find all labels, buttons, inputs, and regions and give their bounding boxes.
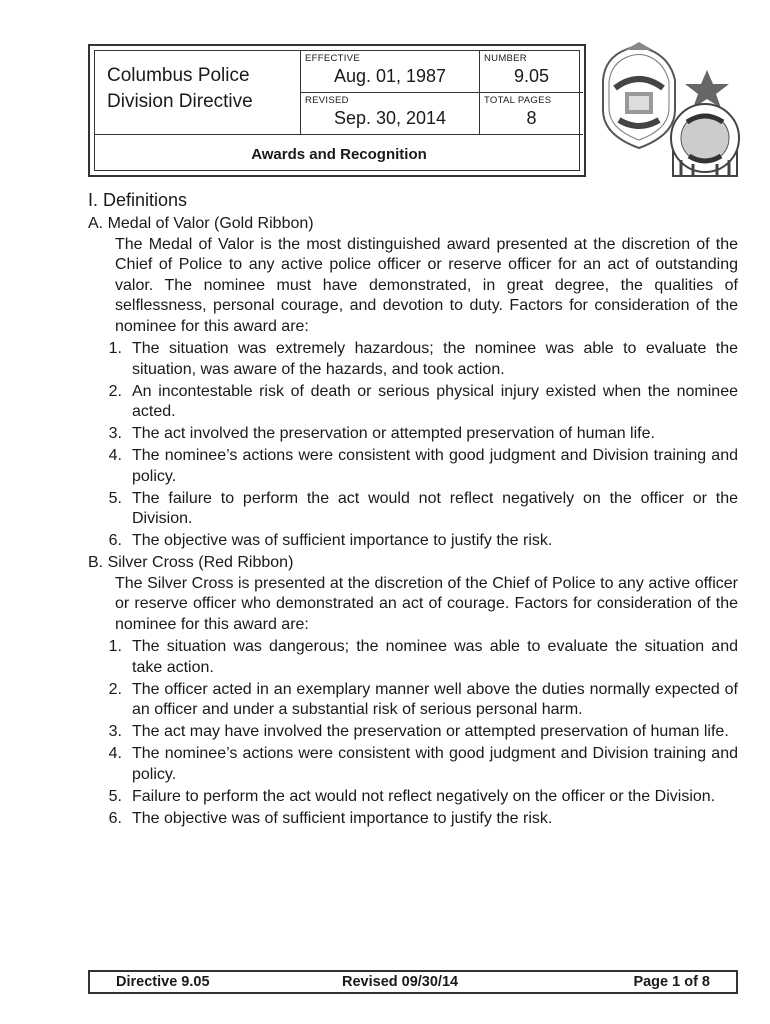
revised-cell — [301, 93, 480, 135]
subsection-b-intro: The Silver Cross is presented at the discretion of the Chief of Police to any active officer or reserve officer who demonstrated an act of courage. Factors for consideration of the nominee for this award are: — [115, 574, 738, 633]
list-item-number: 1. — [108, 340, 122, 357]
list-item — [88, 446, 738, 487]
police-badges-icon — [595, 40, 745, 180]
directive-header-inner — [94, 50, 580, 171]
directive-header — [88, 44, 586, 177]
list-item — [88, 489, 738, 530]
org-title-cell — [95, 51, 301, 135]
list-item-text: The failure to perform the act would not reflect negatively on the officer or the Division. — [132, 489, 738, 527]
list-item-number: 3. — [108, 723, 122, 740]
effective-value: Aug. 01, 1987 — [333, 66, 447, 86]
badge-star-icon — [671, 70, 739, 176]
list-item — [88, 787, 738, 808]
list-item — [88, 722, 738, 743]
effective-cell — [301, 51, 480, 93]
subsection-b-heading: B. Silver Cross (Red Ribbon) — [88, 554, 294, 571]
list-item-text: The act may have involved the preservation or attempted preservation of human life. — [132, 723, 729, 740]
revised-label: REVISED — [305, 95, 349, 106]
list-item — [88, 424, 738, 445]
list-item-text: The act involved the preservation or attempted preservation of human life. — [132, 425, 655, 442]
police-badges-svg — [595, 40, 745, 180]
org-line-2: Division Directive — [107, 91, 253, 112]
subsection-a-intro: The Medal of Valor is the most distinguished award presented at the discretion of the Chief of Police to any active police officer or reserve officer for an act of outstanding valor. The nominee must have demonstrated, in great degree, the qualities of selflessness, personal courage, and devotion to duty. Factors for consideration of the nominee for this award are: — [115, 235, 738, 335]
list-item-number: 1. — [108, 638, 122, 655]
list-item-number: 5. — [108, 787, 122, 805]
org-line-1: Columbus Police — [107, 65, 250, 86]
list-item-number: 4. — [108, 447, 122, 464]
list-item-number: 3. — [108, 425, 122, 442]
list-item-number: 6. — [108, 809, 122, 827]
footer-page-number: Page 1 of 8 — [633, 974, 710, 990]
section-heading: I. Definitions — [88, 190, 188, 210]
total-pages-cell — [480, 93, 583, 135]
number-cell — [480, 51, 583, 93]
list-item-text: The situation was dangerous; the nominee was able to evaluate the situation and take action. — [132, 638, 738, 676]
subject-title: Awards and Recognition — [251, 146, 427, 163]
subsection-b-list — [88, 637, 738, 829]
list-item-number: 5. — [108, 489, 122, 507]
total-pages-value: 8 — [526, 108, 537, 128]
list-item-number: 4. — [108, 745, 122, 762]
list-item — [88, 339, 738, 380]
list-item-text: The nominee’s actions were consistent with good judgment and Division training and policy. — [132, 745, 738, 783]
list-item-number: 2. — [108, 680, 122, 698]
list-item-text: The officer acted in an exemplary manner well above the duties normally expected of an officer and under a substantial risk of serious personal harm. — [132, 680, 738, 718]
footer-directive: Directive 9.05 — [116, 974, 210, 990]
revised-value: Sep. 30, 2014 — [333, 108, 447, 128]
footer-revised: Revised 09/30/14 — [342, 974, 459, 990]
list-item-text: An incontestable risk of death or serious physical injury existed when the nominee acted. — [132, 382, 738, 420]
list-item-number: 2. — [108, 382, 122, 400]
list-item — [88, 744, 738, 785]
number-label: NUMBER — [484, 53, 527, 64]
subsection-a-list — [88, 339, 738, 552]
document-body — [88, 188, 738, 831]
subject-cell — [95, 135, 583, 174]
list-item — [88, 382, 738, 423]
number-value: 9.05 — [513, 66, 550, 86]
list-item-text: The situation was extremely hazardous; the nominee was able to evaluate the situation, was aware of the hazards, and took action. — [132, 340, 738, 378]
list-item — [88, 809, 738, 830]
total-pages-label: TOTAL PAGES — [484, 95, 552, 106]
page-footer — [88, 970, 738, 994]
list-item — [88, 680, 738, 721]
badge-shield-icon — [603, 42, 675, 148]
list-item-text: The objective was of sufficient importance to justify the risk. — [132, 809, 553, 827]
subsection-a-heading: A. Medal of Valor (Gold Ribbon) — [88, 215, 314, 232]
list-item-text: The nominee’s actions were consistent with good judgment and Division training and policy. — [132, 447, 738, 485]
list-item-number: 6. — [108, 532, 122, 549]
list-item-text: Failure to perform the act would not reflect negatively on the officer or the Division. — [132, 787, 716, 805]
effective-label: EFFECTIVE — [305, 53, 360, 64]
list-item — [88, 637, 738, 678]
list-item-text: The objective was of sufficient importance to justify the risk. — [132, 532, 553, 549]
list-item — [88, 531, 738, 552]
